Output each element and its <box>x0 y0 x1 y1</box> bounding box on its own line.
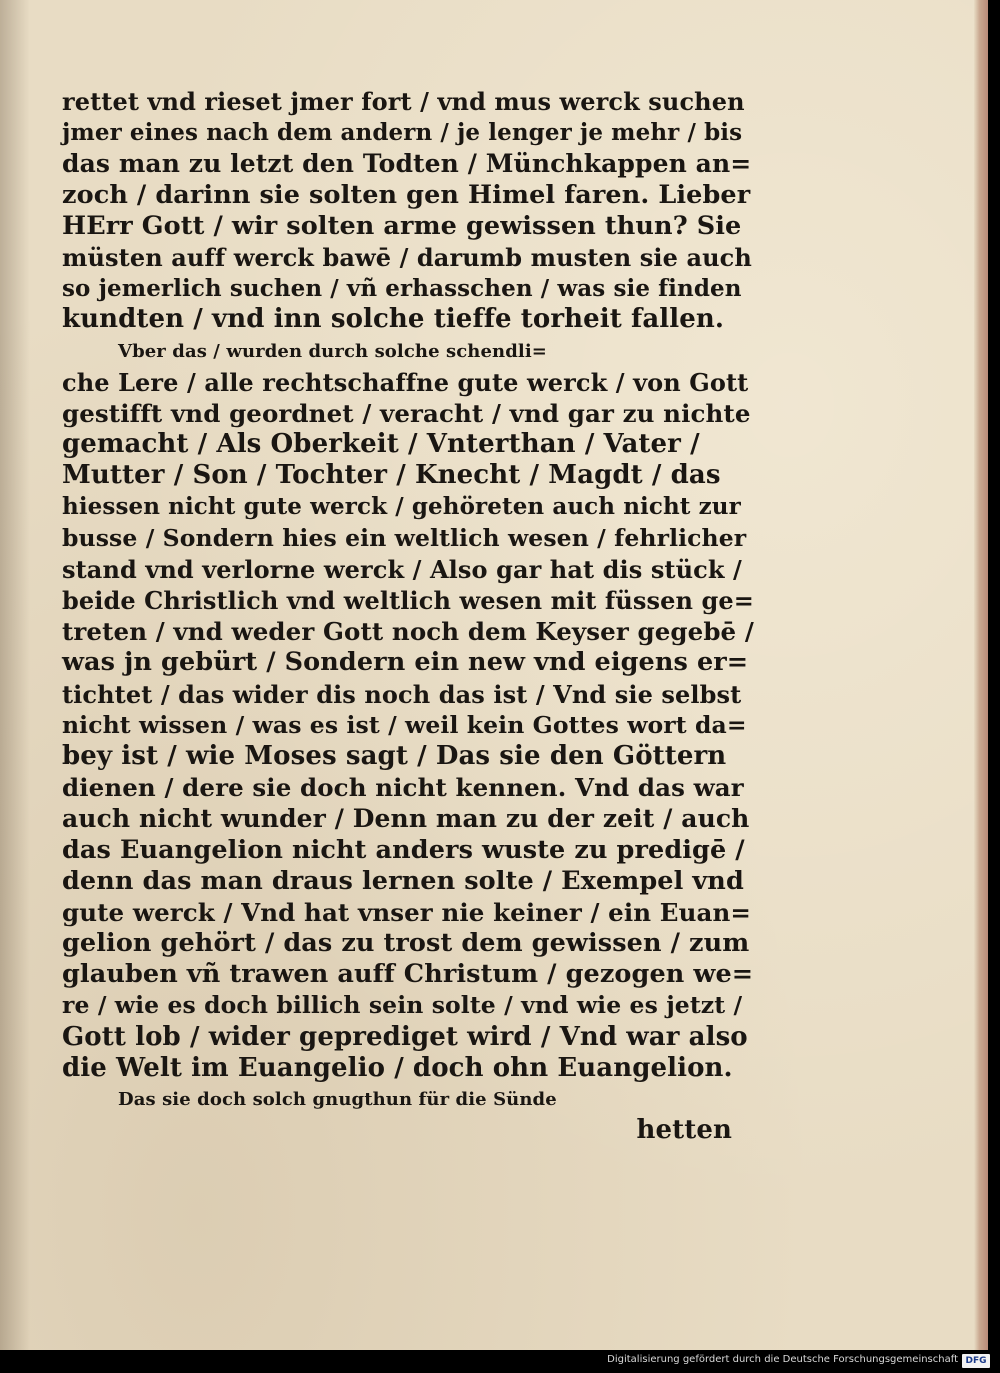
paragraph-start-line: Das sie doch solch gnugthun für die Sünde <box>118 1089 557 1110</box>
page-gutter-shadow <box>0 0 30 1350</box>
text-line: das Euangelion nicht anders wuste zu predigē / <box>62 834 745 865</box>
text-line: tichtet / das wider dis noch das ist / Vnd sie selbst <box>62 679 742 709</box>
text-line: was jn gebürt / Sondern ein new vnd eigens er= <box>62 647 749 678</box>
text-line: gestifft vnd geordnet / veracht / vnd gar zu nichte <box>62 398 751 428</box>
text-line: müsten auff werck bawē / darumb musten sie auch <box>62 242 752 272</box>
text-line: Gott lob / wider geprediget wird / Vnd war also <box>62 1021 748 1052</box>
text-line: kundten / vnd inn solche tieffe torheit fallen. <box>62 304 725 335</box>
text-line: busse / Sondern hies ein weltlich wesen / fehrlicher <box>62 523 747 552</box>
text-line: das man zu letzt den Todten / Münchkappen an= <box>62 149 752 179</box>
text-line: nicht wissen / was es ist / weil kein Gottes wort da= <box>62 710 747 739</box>
text-line: denn das man draus lernen solte / Exempel vnd <box>62 865 744 896</box>
text-line: rettet vnd rieset jmer fort / vnd mus werck suchen <box>62 87 745 116</box>
body-text <box>62 86 752 1146</box>
paragraph-start-line: Vber das / wurden durch solche schendli= <box>118 340 547 362</box>
text-line: dienen / dere sie doch nicht kennen. Vnd das war <box>62 773 744 803</box>
text-line: gelion gehört / das zu trost dem gewissen / zum <box>62 928 750 959</box>
text-line: stand vnd verlorne werck / Also gar hat dis stück / <box>62 554 742 584</box>
text-line: Mutter / Son / Tochter / Knecht / Magdt / das <box>62 460 721 491</box>
text-line: so jemerlich suchen / vñ erhasschen / was sie finden <box>62 275 742 303</box>
text-line: zoch / darinn sie solten gen Himel faren. Lieber <box>62 179 751 210</box>
footer-bar <box>0 1350 1000 1373</box>
catchword: hetten <box>636 1115 732 1146</box>
page-edge <box>974 0 988 1350</box>
text-line: jmer eines nach dem andern / je lenger je mehr / bis <box>62 119 743 147</box>
text-line: HErr Gott / wir solten arme gewissen thun? Sie <box>62 210 742 241</box>
text-line: gemacht / Als Oberkeit / Vnterthan / Vater / <box>62 429 700 460</box>
text-line: die Welt im Euangelio / doch ohn Euangelion. <box>62 1052 733 1083</box>
text-line: bey ist / wie Moses sagt / Das sie den Göttern <box>62 740 727 771</box>
text-line: treten / vnd weder Gott noch dem Keyser gegebē / <box>62 617 754 647</box>
text-line: re / wie es doch billich sein solte / vnd wie es jetzt / <box>62 991 743 1020</box>
text-line: auch nicht wunder / Denn man zu der zeit / auch <box>62 804 750 834</box>
text-line: gute werck / Vnd hat vnser nie keiner / ein Euan= <box>62 897 752 927</box>
funding-credit: Digitalisierung gefördert durch die Deutsche Forschungsgemeinschaft <box>607 1354 958 1365</box>
text-line: che Lere / alle rechtschaffne gute werck / von Gott <box>62 367 749 397</box>
dfg-logo: DFG <box>962 1354 990 1368</box>
text-line: glauben vñ trawen auff Christum / gezogen we= <box>62 959 754 990</box>
text-line: beide Christlich vnd weltlich wesen mit füssen ge= <box>62 586 754 615</box>
text-line: hiessen nicht gute werck / gehöreten auch nicht zur <box>62 493 741 521</box>
